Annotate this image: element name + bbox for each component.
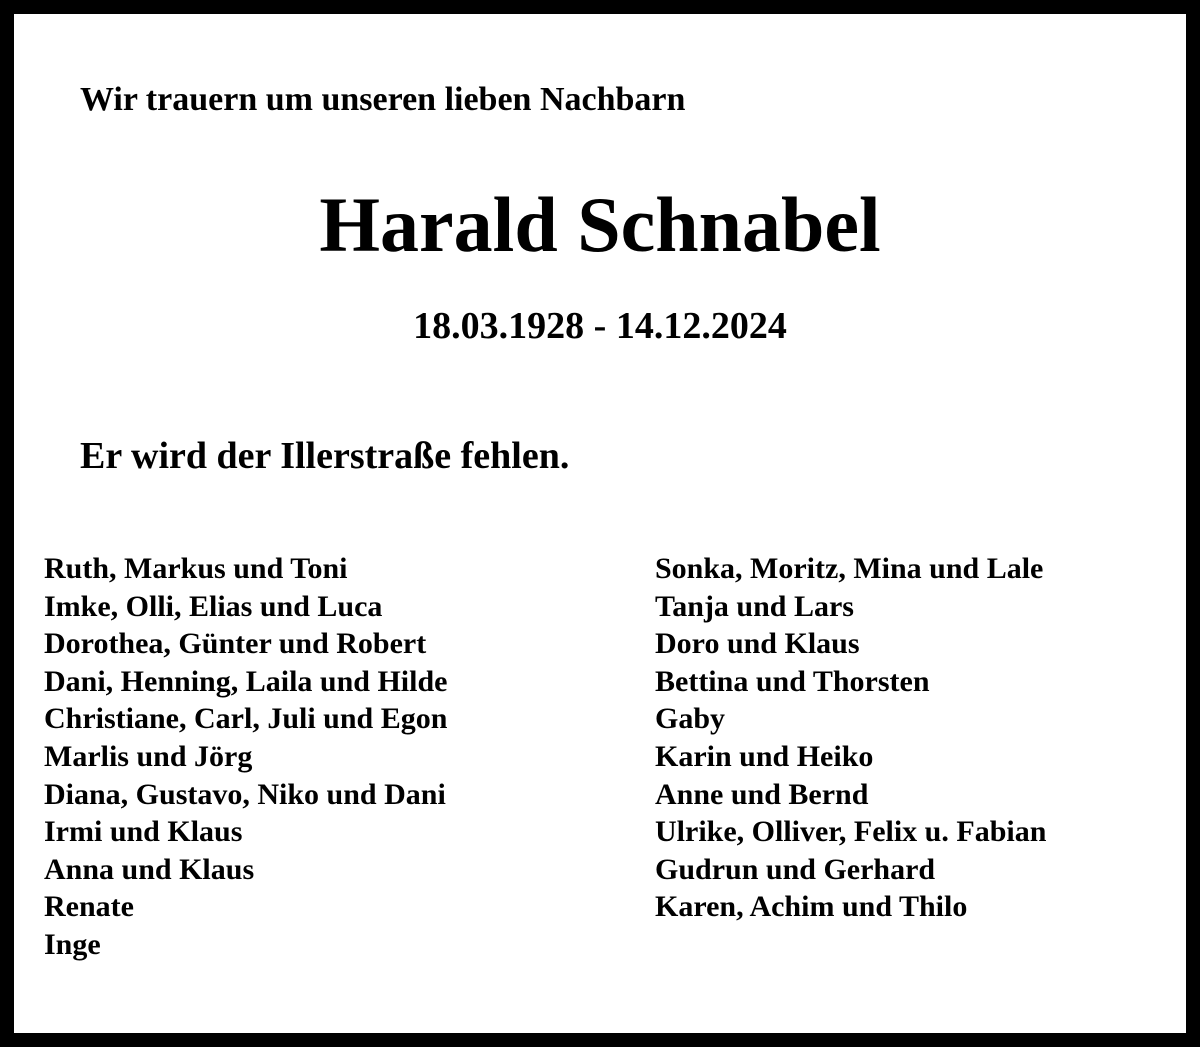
mourner-entry: Gaby — [655, 702, 726, 736]
mourners-right-column — [655, 550, 1046, 926]
mourner-entry: Dani, Henning, Laila und Hilde — [44, 664, 448, 698]
mourner-entry: Anne und Bernd — [655, 777, 869, 811]
mourner-entry: Inge — [44, 927, 101, 961]
mourner-entry: Imke, Olli, Elias und Luca — [44, 589, 383, 623]
mourner-entry: Sonka, Moritz, Mina und Lale — [655, 552, 1044, 585]
mourner-entry: Bettina und Thorsten — [655, 664, 930, 698]
tagline: Er wird der Illerstraße fehlen. — [80, 435, 570, 477]
mourner-entry: Christiane, Carl, Juli und Egon — [44, 702, 448, 736]
intro-line: Wir trauern um unseren lieben Nachbarn — [80, 81, 686, 118]
mourners-left-column — [44, 550, 447, 964]
mourner-entry: Ulrike, Olliver, Felix u. Fabian — [655, 815, 1047, 849]
mourner-entry: Karen, Achim und Thilo — [655, 890, 968, 924]
life-dates: 18.03.1928 - 14.12.2024 — [413, 305, 787, 347]
mourner-entry: Karin und Heiko — [655, 739, 874, 773]
mourner-entry: Renate — [44, 890, 134, 924]
mourner-entry: Diana, Gustavo, Niko und Dani — [44, 777, 446, 811]
mourner-entry: Gudrun und Gerhard — [655, 852, 936, 886]
mourner-entry: Anna und Klaus — [44, 852, 255, 886]
deceased-name: Harald Schnabel — [319, 181, 881, 268]
mourner-entry: Irmi und Klaus — [44, 815, 243, 849]
mourner-entry: Doro und Klaus — [655, 627, 860, 661]
mourner-entry: Marlis und Jörg — [44, 739, 253, 773]
mourner-entry: Dorothea, Günter und Robert — [44, 627, 427, 661]
mourner-entry: Ruth, Markus und Toni — [44, 552, 348, 585]
mourner-entry: Tanja und Lars — [655, 589, 854, 623]
